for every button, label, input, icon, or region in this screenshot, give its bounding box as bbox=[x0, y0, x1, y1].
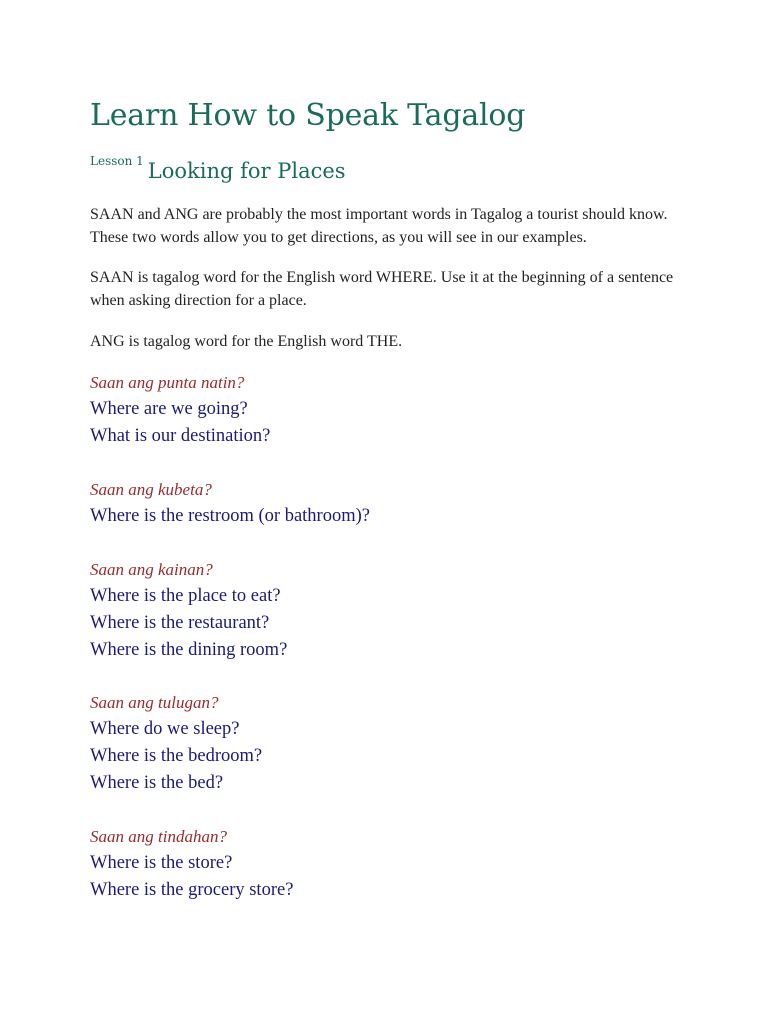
translation-list bbox=[90, 583, 690, 664]
english-translation: Where is the grocery store? bbox=[90, 880, 294, 900]
example-block bbox=[90, 477, 690, 530]
english-translation: Where is the store? bbox=[90, 853, 233, 873]
english-translation: Where is the restroom (or bathroom)? bbox=[90, 506, 370, 526]
tagalog-phrase: Saan ang kainan? bbox=[90, 560, 213, 579]
english-translation: Where is the dining room? bbox=[90, 640, 288, 660]
page-title: Learn How to Speak Tagalog bbox=[90, 98, 526, 133]
tagalog-phrase: Saan ang tindahan? bbox=[90, 827, 227, 846]
english-translation: Where is the place to eat? bbox=[90, 586, 281, 606]
lesson-number-label: Lesson 1 bbox=[90, 154, 144, 168]
intro-paragraph: SAAN and ANG are probably the most important words in Tagalog a tourist should know. These two words allow you to get directions, as you will see in our examples. bbox=[90, 206, 668, 246]
example-block bbox=[90, 370, 690, 450]
translation-list bbox=[90, 716, 690, 797]
tagalog-phrase: Saan ang punta natin? bbox=[90, 373, 245, 392]
tagalog-phrase: Saan ang kubeta? bbox=[90, 480, 212, 499]
translation-list bbox=[90, 396, 690, 450]
english-translation: Where is the restaurant? bbox=[90, 613, 270, 633]
saan-explanation-paragraph: SAAN is tagalog word for the English word WHERE. Use it at the beginning of a sentence when asking direction for a place. bbox=[90, 269, 674, 309]
example-block bbox=[90, 557, 690, 664]
english-translation: Where is the bed? bbox=[90, 773, 224, 793]
english-translation: What is our destination? bbox=[90, 426, 271, 446]
example-block bbox=[90, 690, 690, 797]
english-translation: Where do we sleep? bbox=[90, 719, 240, 739]
english-translation: Where is the bedroom? bbox=[90, 746, 263, 766]
translation-list bbox=[90, 850, 690, 904]
translation-list bbox=[90, 503, 690, 530]
lesson-heading bbox=[90, 156, 346, 184]
example-block bbox=[90, 824, 690, 904]
english-translation: Where are we going? bbox=[90, 399, 248, 419]
tagalog-phrase: Saan ang tulugan? bbox=[90, 693, 219, 712]
ang-explanation-paragraph: ANG is tagalog word for the English word THE. bbox=[90, 333, 403, 350]
lesson-title: Looking for Places bbox=[147, 159, 346, 183]
